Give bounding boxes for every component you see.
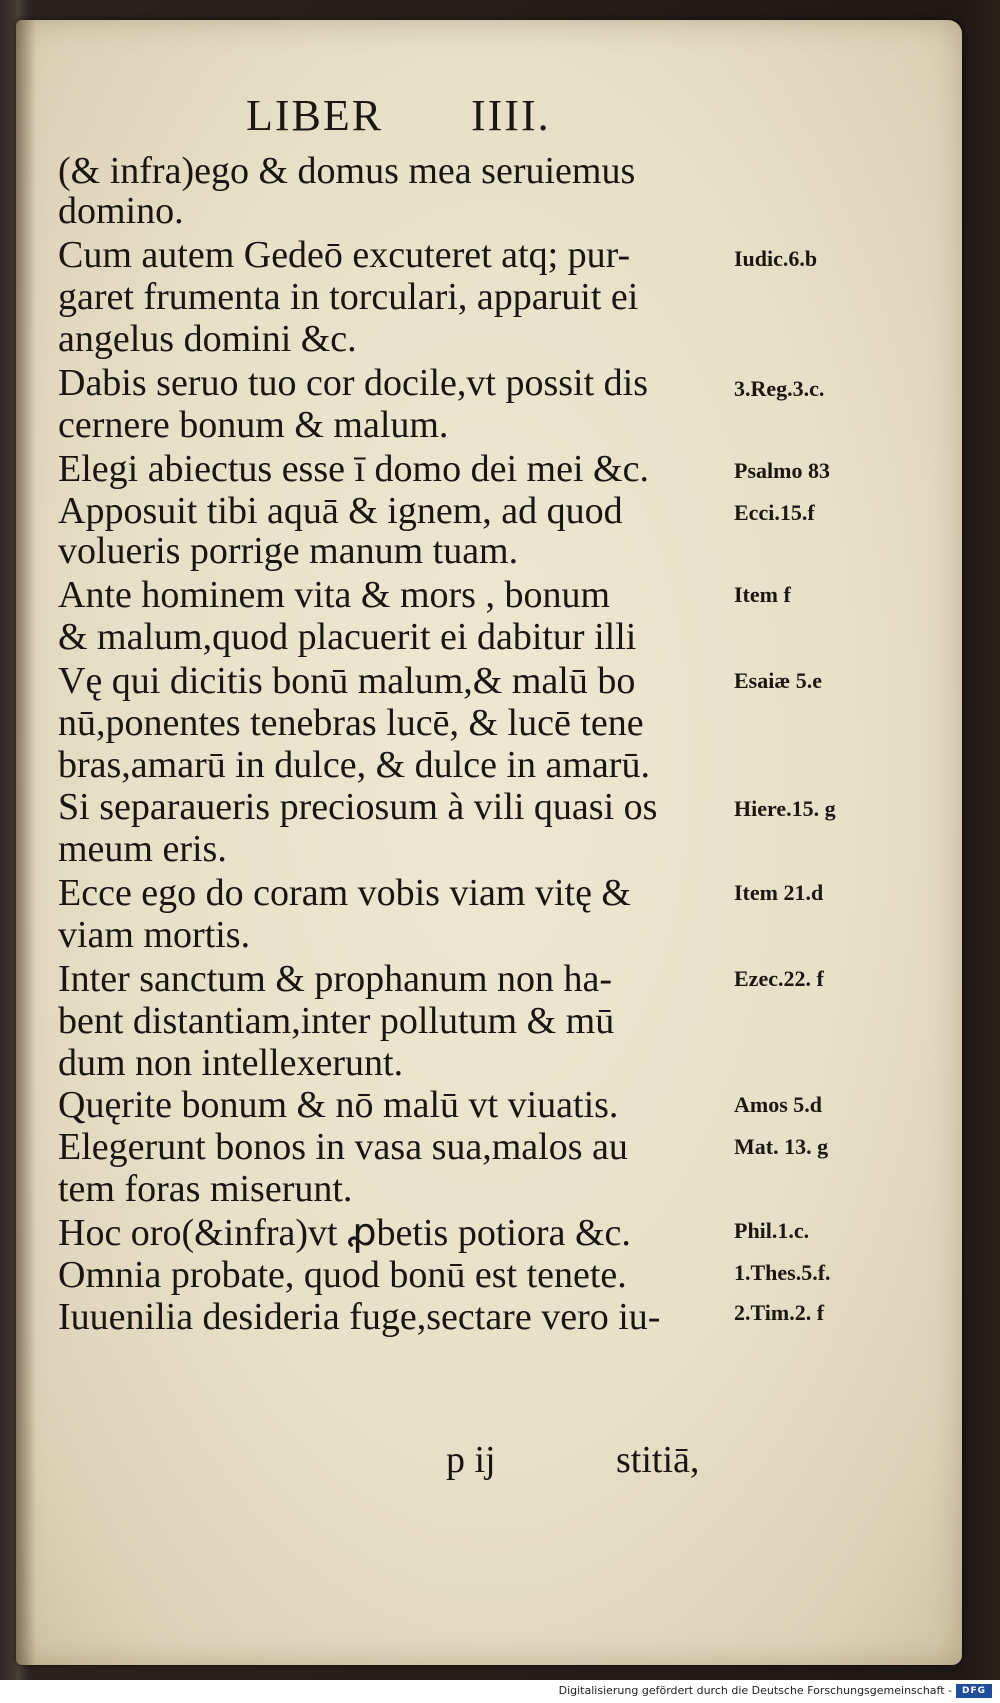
text-line: dum non intellexerunt. (58, 1042, 404, 1084)
text-line: Vę qui dicitis bonū malum,& malū bo (58, 660, 636, 702)
marginal-note: Esaiæ 5.e (734, 668, 822, 693)
marginal-note: Item 21.d (734, 880, 824, 905)
text-line: viam mortis. (58, 914, 251, 956)
text-line: Apposuit tibi aquā & ignem, ad quod (58, 490, 623, 532)
text-line: Iuuenilia desideria fuge,sectare vero iu- (58, 1296, 661, 1338)
marginal-note: Phil.1.c. (734, 1218, 810, 1243)
text-line: cernere bonum & malum. (58, 404, 449, 446)
text-line: domino. (58, 190, 184, 232)
marginal-note: Psalmo 83 (734, 458, 830, 483)
text-line: meum eris. (58, 828, 227, 870)
marginal-note: Ecci.15.f (734, 500, 815, 525)
text-line: Ante hominem vita & mors , bonum (58, 574, 611, 616)
text-line: tem foras miserunt. (58, 1168, 353, 1210)
text-line: Elegi abiectus esse ī domo dei mei &c. (58, 448, 649, 490)
marginal-note: Mat. 13. g (734, 1134, 829, 1159)
footer-credit: Digitalisierung gefördert durch die Deutsche Forschungsgemeinschaft - (558, 1684, 952, 1697)
catchword: stitiā, (616, 1439, 700, 1481)
text-line: Dabis seruo tuo cor docile,vt possit dis (58, 362, 648, 404)
marginal-note: Iudic.6.b (734, 246, 818, 271)
marginal-note: Hiere.15. g (734, 796, 836, 821)
text-line: & malum,quod placuerit ei dabitur illi (58, 616, 637, 658)
running-header (16, 90, 962, 150)
signature-mark: p ij (446, 1439, 496, 1481)
text-line: nū,ponentes tenebras lucē, & lucē tene (58, 702, 644, 744)
text-line: (& infra)ego & domus mea seruiemus (58, 150, 636, 192)
header-liber: LIBER (246, 91, 384, 140)
text-line: Omnia probate, quod bonū est tenete. (58, 1254, 627, 1296)
marginal-note: Item f (734, 582, 791, 607)
text-line: Ecce ego do coram vobis viam vitę & (58, 872, 631, 914)
marginal-note: 1.Thes.5.f. (734, 1260, 831, 1285)
text-line: Hoc oro(&infra)vt ꝓbetis potiora &c. (58, 1212, 631, 1254)
footer-bar (0, 1680, 1000, 1703)
text-line: garet frumenta in torculari, apparuit ei (58, 276, 639, 318)
text-line: Si separaueris preciosum à vili quasi os (58, 786, 658, 828)
book-page (16, 20, 962, 1665)
dfg-logo: DFG (956, 1684, 992, 1698)
text-line: Cum autem Gedeō excuteret atq; pur- (58, 234, 631, 276)
text-line: bras,amarū in dulce, & dulce in amarū. (58, 744, 650, 786)
header-book-number: IIII. (471, 91, 551, 140)
text-line: Quęrite bonum & nō malū vt viuatis. (58, 1084, 619, 1126)
marginal-note: Ezec.22. f (734, 966, 824, 991)
page-gutter-shadow (16, 20, 36, 1665)
marginal-note: 3.Reg.3.c. (734, 376, 825, 401)
text-line: angelus domini &c. (58, 318, 357, 360)
marginal-note: Amos 5.d (734, 1092, 823, 1117)
text-line: bent distantiam,inter pollutum & mū (58, 1000, 615, 1042)
text-line: Elegerunt bonos in vasa sua,malos au (58, 1126, 628, 1168)
marginal-note: 2.Tim.2. f (734, 1300, 825, 1325)
page-signature-line (16, 1438, 962, 1488)
text-line: Inter sanctum & prophanum non ha- (58, 958, 613, 1000)
text-line: volueris porrige manum tuam. (58, 530, 519, 572)
